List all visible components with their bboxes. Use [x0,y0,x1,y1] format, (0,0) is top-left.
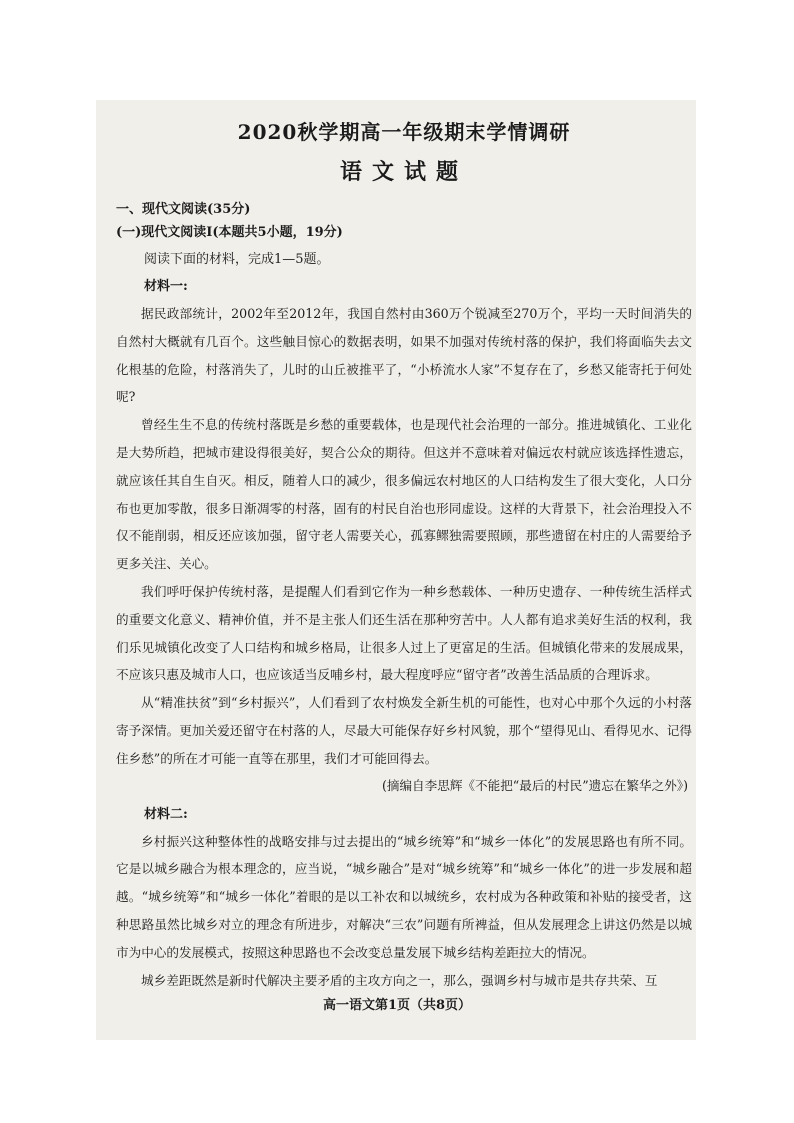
material-one-paragraph: 从“精准扶贫”到“乡村振兴”，人们看到了农村焕发全新生机的可能性，也对心中那个久远的小村落寄予深情。更加关爱还留守在村落的人，尽最大可能保存好乡村风貌，那个“望得见山、看得见水、记得住乡愁”的所在才可能一直等在那里，我们才可能回得去。 [116,695,692,766]
material-two-paragraph: 城乡差距既然是新时代解决主要矛盾的主攻方向之一，那么，强调乡村与城市是共存共荣、互 [141,972,658,988]
material-one-paragraph: 据民政部统计，2002年至2012年，我国自然村由360万个锐减至270万个，平均一天时间消失的自然村大概就有几百个。这些触目惊心的数据表明，如果不加强对传统村落的保护，我们将面临失去文化根基的危险，村落消失了，儿时的山丘被推平了，“小桥流水人家”不复存在了，乡愁又能寄托于何处呢? [116,306,692,405]
material-one-paragraph: 曾经生生不息的传统村落既是乡愁的重要载体，也是现代社会治理的一部分。推进城镇化、工业化是大势所趋，把城市建设得很美好，契合公众的期待。但这并不意味着对偏远农村就应该选择性遗忘，就应该任其自生自灭。相反，随着人口的减少，很多偏远农村地区的人口结构发生了很大变化，人口分布也更加零散，很多日渐凋零的村落，固有的村民自治也形同虚设。这样的大背景下，社会治理投入不仅不能削弱，相反还应该加强，留守老人需要关心，孤寡鳏独需要照顾，那些遗留在村庄的人需要给予更多关注、关心。 [116,417,692,572]
material-one-paragraph: 我们呼吁保护传统村落，是提醒人们看到它作为一种乡愁载体、一种历史遗存、一种传统生活样式的重要文化意义、精神价值，并不是主张人们还生活在那种穷苦中。人人都有追求美好生活的权利，我们乐见城镇化改变了人口结构和城乡格局，让很多人过上了更富足的生活。但城镇化带来的发展成果，不应该只惠及城市人口，也应该适当反哺乡村，最大程度呼应“留守者”改善生活品质的合理诉求。 [116,583,692,683]
reading-instruction: 阅读下面的材料，完成1—5题。 [144,252,330,267]
material-one-source: (摘编自李思辉《不能把“最后的村民”遗忘在繁华之外》) [381,777,688,793]
material-one-label: 材料一: [144,279,188,294]
exam-subject-title: 语文试题 [339,159,468,185]
page-footer: 高一语文第1页（共8页） [322,998,472,1013]
section-heading: 一、现代文阅读(35分) [116,202,251,217]
material-two-label: 材料二: [144,806,188,822]
document-body [116,116,692,994]
material-two-paragraph: 乡村振兴这种整体性的战略安排与过去提出的“城乡统筹”和“城乡一体化”的发展思路也有所不同。它是以城乡融合为根本理念的，应当说，“城乡融合”是对“城乡统筹”和“城乡一体化”的进一步发展和超越。“城乡统筹”和“城乡一体化”着眼的是以工补农和以城统乡，农村成为各种政策和补贴的接受者，这种思路虽然比城乡对立的理念有所进步，对解决“三农”问题有所裨益，但从发展理念上讲这仍然是以城市为中心的发展模式，按照这种思路也不会改变总量发展下城乡结构差距拉大的情况。 [116,833,692,960]
subsection-heading: (一)现代文阅读I(本题共5小题，19分) [116,225,343,240]
exam-title: 2020秋学期高一年级期末学情调研 [237,120,571,144]
